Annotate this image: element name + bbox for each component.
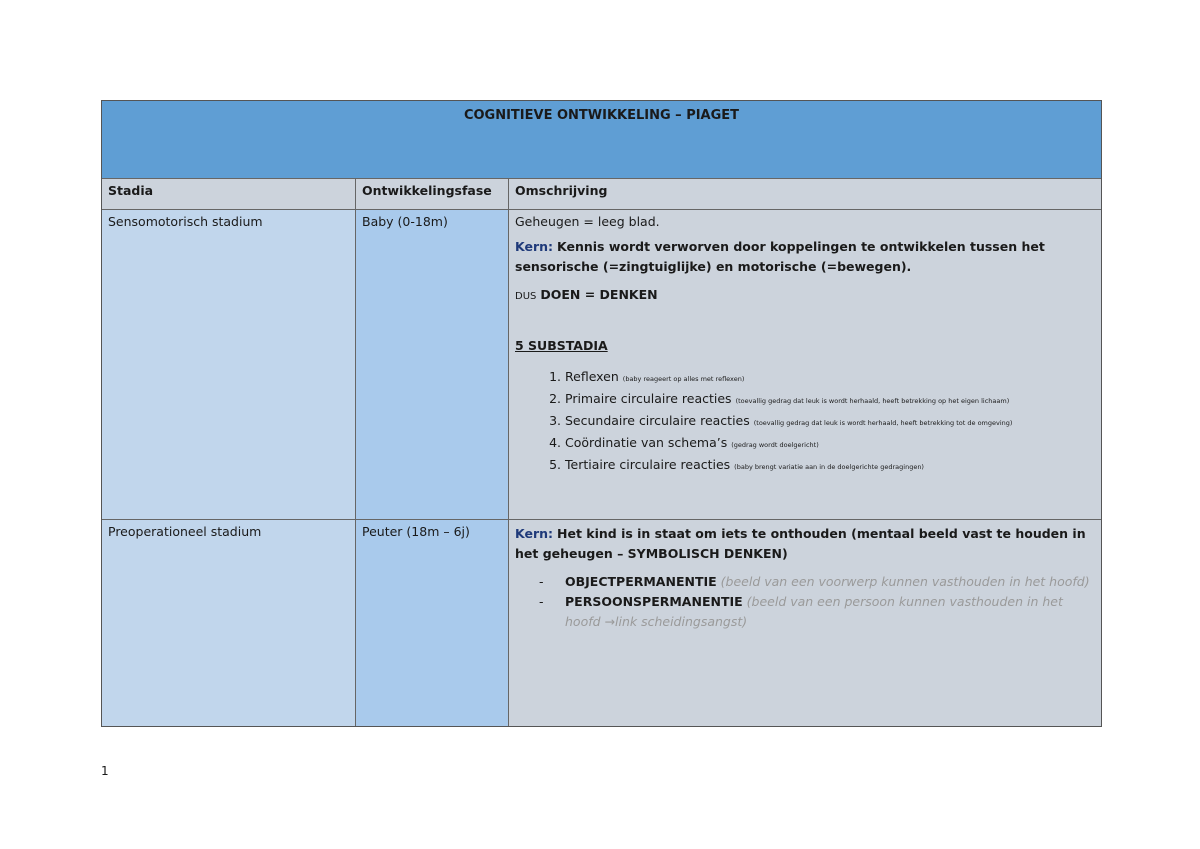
row1-geheugen: Geheugen = leeg blad. xyxy=(515,214,660,229)
row1-dus xyxy=(515,287,1091,302)
row2-kern xyxy=(515,524,1091,564)
row1-stadium: Sensomotorisch stadium xyxy=(102,210,355,520)
list-item: 2. Primaire circulaire reacties (toevallig gedrag dat leuk is wordt herhaald, heeft betrekking op het eigen lichaam) xyxy=(565,389,1091,411)
kern-label: Kern: xyxy=(515,526,554,541)
row2-stadium: Preoperationeel stadium xyxy=(102,520,355,726)
permanentie-list xyxy=(515,572,1091,632)
header-ontwikkelingsfase: Ontwikkelingsfase xyxy=(355,179,508,209)
kern-text: Het kind is in staat om iets te onthouden (mentaal beeld vast te houden in het geheugen – SYMBOLISCH DENKEN) xyxy=(515,526,1086,561)
list-item: 1. Reflexen (baby reageert op alles met reflexen) xyxy=(565,367,1091,389)
kern-text: Kennis wordt verworven door koppelingen te ontwikkelen tussen het sensorische (=zingtuiglijke) en motorische (=bewegen). xyxy=(515,239,1045,274)
substadia-title: 5 SUBSTADIA xyxy=(515,338,608,353)
kern-label: Kern: xyxy=(515,239,554,254)
list-item: - OBJECTPERMANENTIE (beeld van een voorwerp kunnen vasthouden in het hoofd) xyxy=(539,572,1091,592)
dus-label: DUS xyxy=(515,291,537,302)
row1-omschrijving xyxy=(508,210,1101,520)
header-row xyxy=(102,179,1101,210)
list-item: 5. Tertiaire circulaire reacties (baby brengt variatie aan in de doelgerichte gedragingen) xyxy=(565,455,1091,477)
row2-fase: Peuter (18m – 6j) xyxy=(355,520,508,726)
row1-kern xyxy=(515,237,1091,277)
list-item: 3. Secundaire circulaire reacties (toevallig gedrag dat leuk is wordt herhaald, heeft betrekking tot de omgeving) xyxy=(565,411,1091,433)
dus-text: DOEN = DENKEN xyxy=(540,287,658,302)
row2-omschrijving xyxy=(508,520,1101,726)
row1-fase: Baby (0-18m) xyxy=(355,210,508,520)
list-item: - PERSOONSPERMANENTIE (beeld van een persoon kunnen vasthouden in het hoofd →link scheidingsangst) xyxy=(539,592,1091,632)
header-omschrijving: Omschrijving xyxy=(508,179,1101,209)
table-title: COGNITIEVE ONTWIKKELING – PIAGET xyxy=(102,101,1101,179)
header-stadia: Stadia xyxy=(108,183,154,198)
page-number: 1 xyxy=(101,764,109,778)
piaget-table xyxy=(101,100,1102,727)
list-item: 4. Coördinatie van schema’s (gedrag wordt doelgericht) xyxy=(565,433,1091,455)
substadia-list xyxy=(515,367,1091,477)
